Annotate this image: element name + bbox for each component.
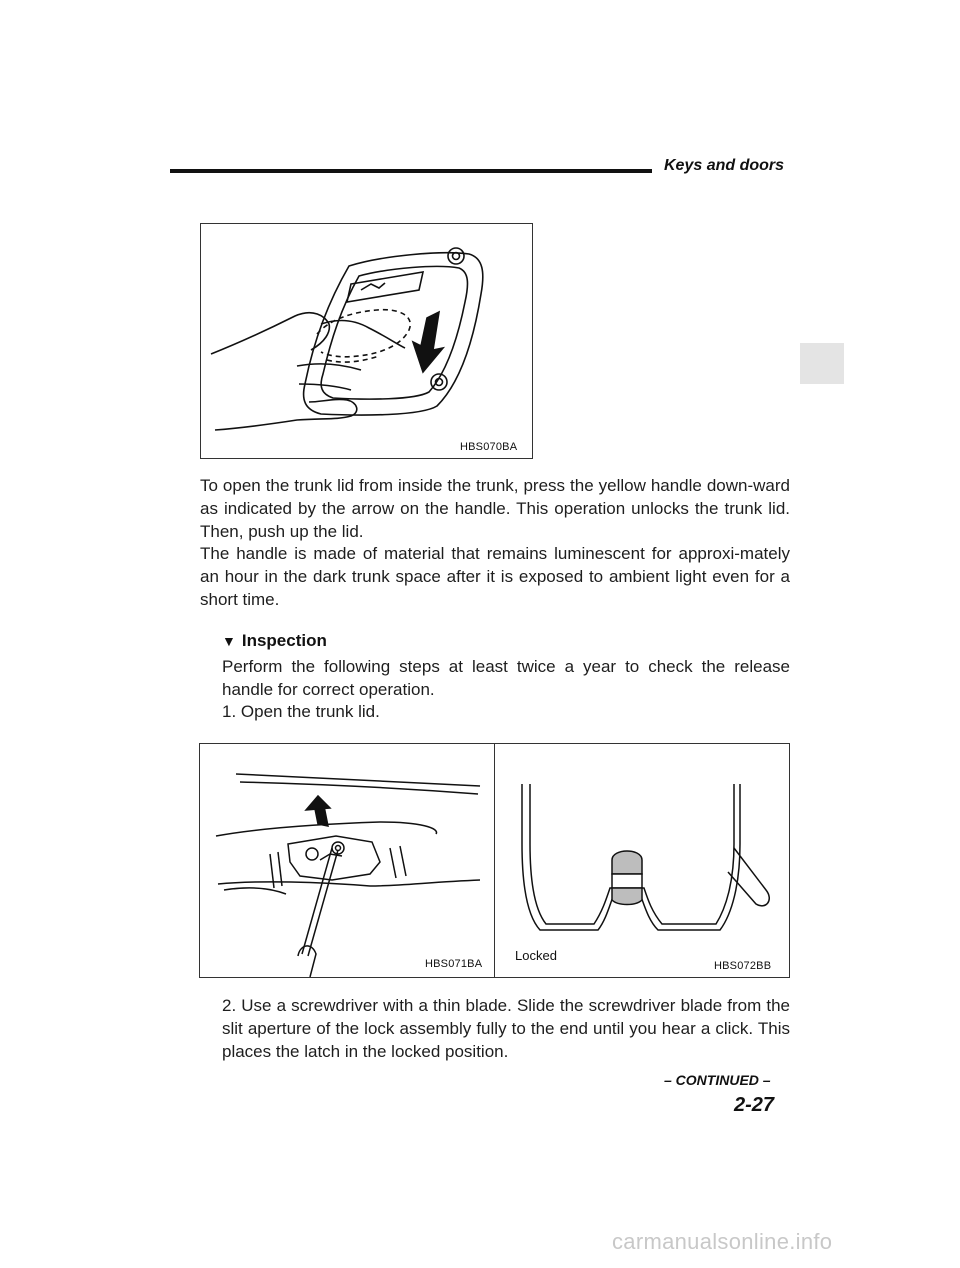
inspection-heading bbox=[222, 631, 327, 651]
figure-divider bbox=[494, 744, 495, 977]
header-rule bbox=[170, 169, 652, 173]
figure-trunk-release-handle bbox=[200, 223, 533, 459]
step-1: 1. Open the trunk lid. bbox=[222, 702, 380, 721]
chapter-tab bbox=[800, 343, 844, 384]
trunk-handle-illustration bbox=[201, 224, 532, 458]
section-title: Keys and doors bbox=[664, 157, 785, 174]
watermark: carmanualsonline.info bbox=[612, 1229, 833, 1254]
figure-code: HBS070BA bbox=[460, 441, 518, 453]
paragraph-luminescent-handle: The handle is made of material that remains luminescent for approxi-mately an hour in the dark trunk space after it is exposed to ambient light even for a short time. bbox=[200, 544, 790, 609]
figure-lock-assembly bbox=[199, 743, 790, 978]
paragraph-open-trunk: To open the trunk lid from inside the trunk, press the yellow handle down-ward as indicated by the arrow on the handle. This operation unlocks the trunk lid. Then, push up the lid. bbox=[200, 476, 790, 541]
figure-code-right: HBS072BB bbox=[714, 960, 772, 972]
continued-label: – CONTINUED – bbox=[664, 1072, 771, 1088]
step-2: 2. Use a screwdriver with a thin blade. Slide the screwdriver blade from the slit aperture of the lock assembly fully to the end until you hear a click. This places the latch in the locked position. bbox=[222, 996, 790, 1061]
page-number: 2-27 bbox=[734, 1094, 775, 1116]
triangle-bullet-icon: ▼ bbox=[222, 633, 236, 649]
figure-code-left: HBS071BA bbox=[425, 958, 483, 970]
inspection-heading-label: Inspection bbox=[241, 631, 327, 650]
paragraph-inspection-intro: Perform the following steps at least twice a year to check the release handle for correct operation. bbox=[222, 657, 790, 699]
locked-label: Locked bbox=[515, 948, 557, 963]
